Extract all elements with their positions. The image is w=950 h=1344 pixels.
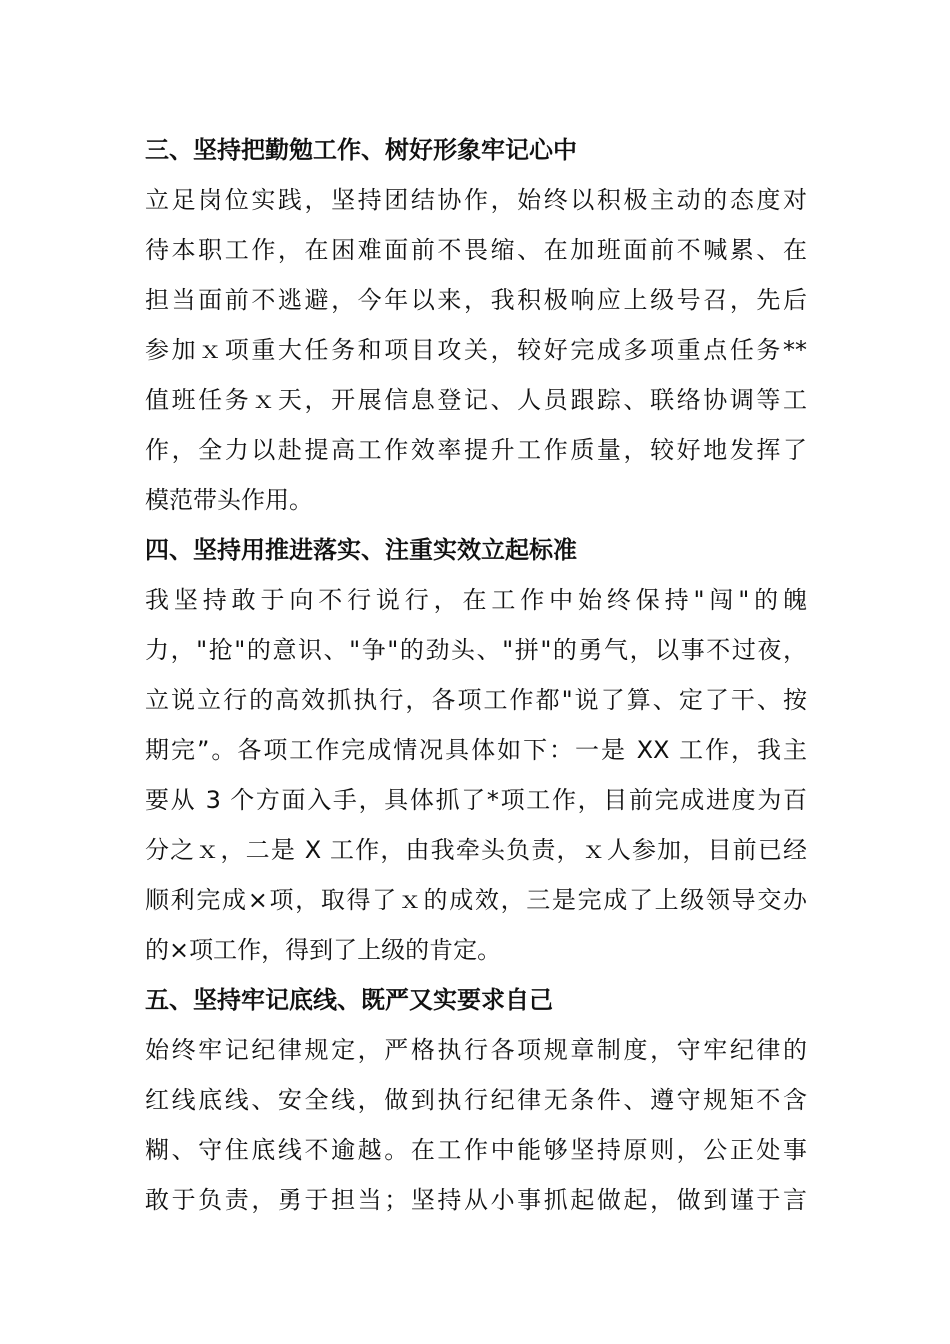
paragraph-line: 参加ｘ项重大任务和项目攻关，较好完成多项重点任务** — [145, 336, 807, 364]
paragraph-line: 敢于负责，勇于担当；坚持从小事抓起做起，做到谨于言 — [145, 1186, 807, 1214]
section-heading: 五、坚持牢记底线、既严又实要求自己 — [145, 986, 553, 1014]
paragraph-line: 要从 3 个方面入手，具体抓了*项工作，目前完成进度为百 — [145, 786, 807, 814]
paragraph-line: 我坚持敢于向不行说行，在工作中始终保持"闯"的魄 — [145, 586, 807, 614]
paragraph-line: 糊、守住底线不逾越。在工作中能够坚持原则，公正处事 — [145, 1136, 807, 1164]
paragraph-line: 分之ｘ，二是 X 工作，由我牵头负责，ｘ人参加，目前已经 — [145, 836, 807, 864]
paragraph-line: 顺利完成×项，取得了ｘ的成效，三是完成了上级领导交办 — [145, 886, 807, 914]
document-page — [145, 125, 807, 1225]
paragraph-line: 的×项工作，得到了上级的肯定。 — [145, 936, 502, 964]
paragraph-line: 始终牢记纪律规定，严格执行各项规章制度，守牢纪律的 — [145, 1036, 807, 1064]
paragraph-line: 作，全力以赴提高工作效率提升工作质量，较好地发挥了 — [145, 436, 807, 464]
section-heading: 三、坚持把勤勉工作、树好形象牢记心中 — [145, 136, 577, 164]
section-heading: 四、坚持用推进落实、注重实效立起标准 — [145, 536, 577, 564]
paragraph-line: 期完”。各项工作完成情况具体如下：一是 XX 工作，我主 — [145, 736, 807, 764]
paragraph-line: 值班任务ｘ天，开展信息登记、人员跟踪、联络协调等工 — [145, 386, 807, 414]
paragraph-line: 立说立行的高效抓执行，各项工作都"说了算、定了干、按 — [145, 686, 807, 714]
paragraph-line: 力，"抢"的意识、"争"的劲头、"拼"的勇气，以事不过夜， — [145, 636, 807, 664]
paragraph-line: 待本职工作，在困难面前不畏缩、在加班面前不喊累、在 — [145, 236, 807, 264]
paragraph-line: 模范带头作用。 — [145, 486, 313, 514]
paragraph-line: 立足岗位实践，坚持团结协作，始终以积极主动的态度对 — [145, 186, 807, 214]
paragraph-line: 担当面前不逃避，今年以来，我积极响应上级号召，先后 — [145, 286, 807, 314]
paragraph-line: 红线底线、安全线，做到执行纪律无条件、遵守规矩不含 — [145, 1086, 807, 1114]
